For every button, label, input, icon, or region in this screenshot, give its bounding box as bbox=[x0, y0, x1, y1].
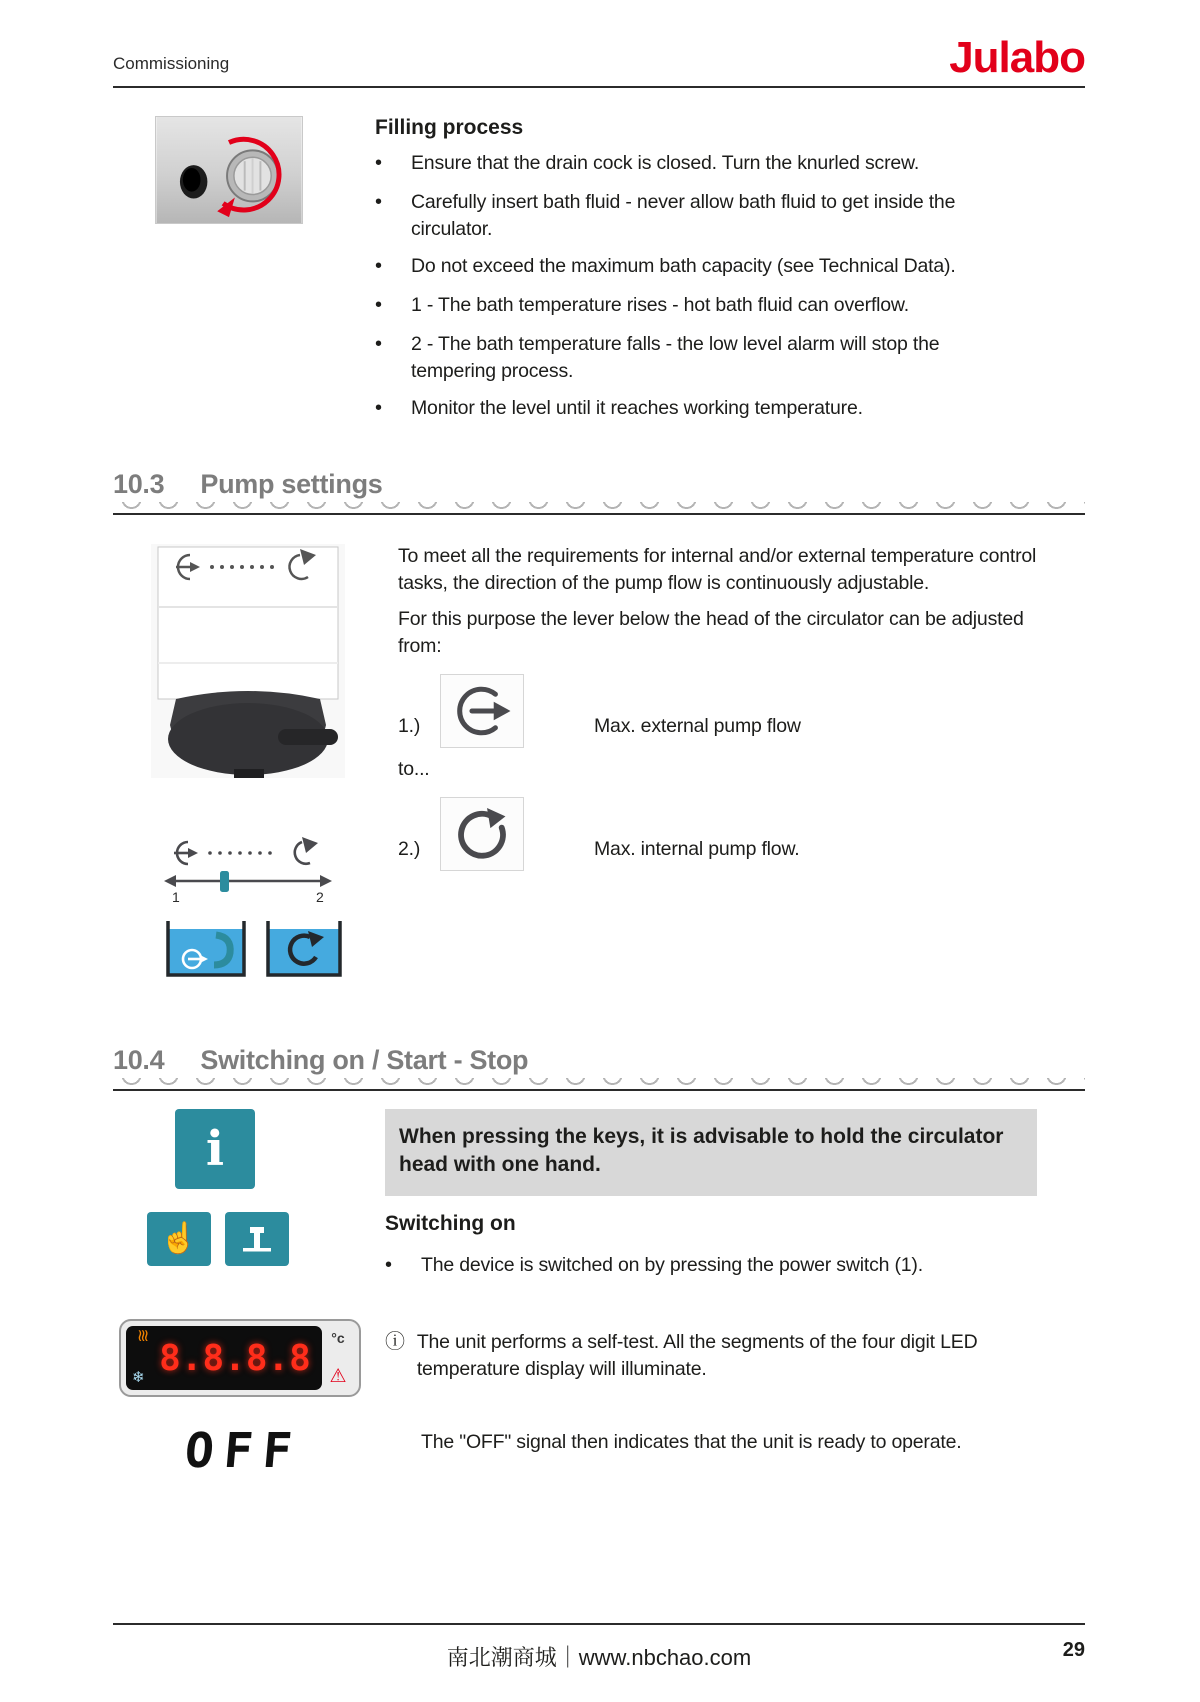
heating-icon: ≋ bbox=[133, 1328, 153, 1344]
section-number: 10.3 bbox=[113, 469, 165, 499]
section-title: Switching on / Start - Stop bbox=[200, 1045, 529, 1075]
item-number: 1.) bbox=[398, 714, 421, 737]
filling-image-cell bbox=[113, 116, 375, 423]
hand-press-glyph: ☝ bbox=[160, 1221, 198, 1255]
info-i-glyph: i bbox=[205, 1121, 225, 1177]
advisory-note: When pressing the keys, it is advisable to hold the circulator head with one hand. bbox=[385, 1109, 1037, 1196]
flow-item-internal bbox=[398, 797, 1046, 871]
section-title: Pump settings bbox=[200, 469, 383, 499]
cooling-icon: ❄ bbox=[132, 1369, 145, 1387]
led-temperature-display bbox=[119, 1319, 361, 1397]
bullet-text: • 1 - The bath temperature rises - hot bath fluid can overflow. bbox=[411, 294, 909, 316]
switching-on-subtitle: Switching on bbox=[385, 1211, 516, 1235]
led-cell bbox=[113, 1319, 385, 1397]
ready-row bbox=[113, 1423, 1085, 1479]
celsius-label: °c bbox=[331, 1330, 345, 1347]
press-key-icon bbox=[147, 1212, 211, 1266]
filling-section bbox=[113, 116, 1085, 423]
section-number: 10.4 bbox=[113, 1045, 165, 1075]
bullet-text: • Monitor the level until it reaches working temperature. bbox=[411, 397, 863, 420]
switching-on-row bbox=[113, 1212, 1085, 1280]
power-switch-icon bbox=[225, 1212, 289, 1266]
warning-icon: ⚠ bbox=[329, 1366, 347, 1388]
pump-settings-section bbox=[113, 543, 1085, 981]
section-divider bbox=[113, 1078, 1085, 1091]
bullet-text: • The device is switched on by pressing the power switch (1). bbox=[421, 1253, 923, 1276]
list-item bbox=[375, 189, 1023, 243]
list-item bbox=[375, 150, 1023, 178]
self-test-text: The unit performs a self-test. All the segments of the four digit LED temperature display will illuminate. bbox=[416, 1331, 978, 1381]
pump-images-cell bbox=[113, 543, 398, 981]
to-text: to... bbox=[398, 757, 430, 780]
pump-flow-diagram bbox=[158, 835, 398, 981]
flow-lever-knob bbox=[220, 871, 229, 892]
page-number: 29 bbox=[1062, 1639, 1085, 1661]
info-key-cell bbox=[113, 1109, 385, 1196]
flow-item-external bbox=[398, 674, 1046, 748]
list-item bbox=[375, 395, 1023, 423]
pump-text-cell bbox=[398, 543, 1046, 981]
position-2-label: 2 bbox=[316, 889, 324, 905]
bullet-text: • Do not exceed the maximum bath capacity (see Technical Data). bbox=[411, 255, 956, 278]
info-circle-icon: ⓘ bbox=[385, 1331, 405, 1354]
off-segment-display: OFF bbox=[182, 1423, 305, 1480]
position-1-label: 1 bbox=[172, 889, 180, 905]
item-label: Max. internal pump flow. bbox=[594, 837, 800, 860]
keys-cell bbox=[113, 1212, 385, 1280]
led-status-icons bbox=[132, 1328, 154, 1387]
led-screen bbox=[126, 1326, 322, 1390]
circulator-pump-photo bbox=[150, 543, 346, 779]
item-label: Max. external pump flow bbox=[594, 714, 801, 737]
section-heading-pump-settings bbox=[113, 469, 1085, 500]
bullet-text: • Carefully insert bath fluid - never allow bath fluid to get inside the circulator. bbox=[411, 190, 956, 240]
filling-text-cell bbox=[375, 116, 1085, 423]
section-heading-switching-on bbox=[113, 1045, 1085, 1076]
header-divider bbox=[113, 86, 1085, 88]
switching-on-text-cell bbox=[385, 1212, 1085, 1280]
switching-note-row bbox=[113, 1109, 1085, 1196]
knurled-screw-photo bbox=[155, 116, 303, 224]
bath-tanks-diagram bbox=[158, 913, 350, 981]
flow-scale-diagram bbox=[158, 835, 344, 905]
led-right-panel bbox=[322, 1326, 354, 1390]
julabo-logo: Julabo bbox=[949, 33, 1085, 82]
info-key-icon bbox=[175, 1109, 255, 1189]
item-number: 2.) bbox=[398, 837, 421, 860]
external-flow-icon bbox=[440, 674, 524, 748]
filling-title: Filling process bbox=[375, 116, 524, 139]
list-item bbox=[375, 331, 1023, 385]
chapter-label: Commissioning bbox=[113, 54, 230, 73]
pump-paragraph-2: For this purpose the lever below the head of the circulator can be adjusted from: bbox=[398, 607, 1024, 657]
ready-text: The "OFF" signal then indicates that the unit is ready to operate. bbox=[421, 1431, 962, 1454]
bullet-text: • 2 - The bath temperature falls - the low level alarm will stop the tempering process. bbox=[411, 332, 940, 382]
page-footer bbox=[113, 1623, 1085, 1672]
filling-bullet-list bbox=[375, 150, 1023, 423]
list-item bbox=[375, 292, 1023, 320]
self-test-text-cell bbox=[385, 1329, 1033, 1397]
list-item bbox=[385, 1252, 1033, 1280]
off-cell bbox=[113, 1423, 385, 1479]
internal-flow-icon bbox=[440, 797, 524, 871]
pump-paragraph-1: To meet all the requirements for internal and/or external temperature control tasks, the direction of the pump flow is continuously adjustable. bbox=[398, 545, 1037, 594]
page-header bbox=[113, 33, 1085, 82]
bullet-text: • Ensure that the drain cock is closed. Turn the knurled screw. bbox=[411, 152, 920, 174]
footer-site-text: 南北潮商城｜www.nbchao.com bbox=[446, 1645, 752, 1670]
self-test-row bbox=[113, 1319, 1085, 1397]
list-item bbox=[375, 253, 1023, 281]
pump-lever bbox=[278, 729, 338, 745]
led-digits: 8.8.8.8 bbox=[159, 1337, 311, 1379]
section-divider bbox=[113, 502, 1085, 515]
